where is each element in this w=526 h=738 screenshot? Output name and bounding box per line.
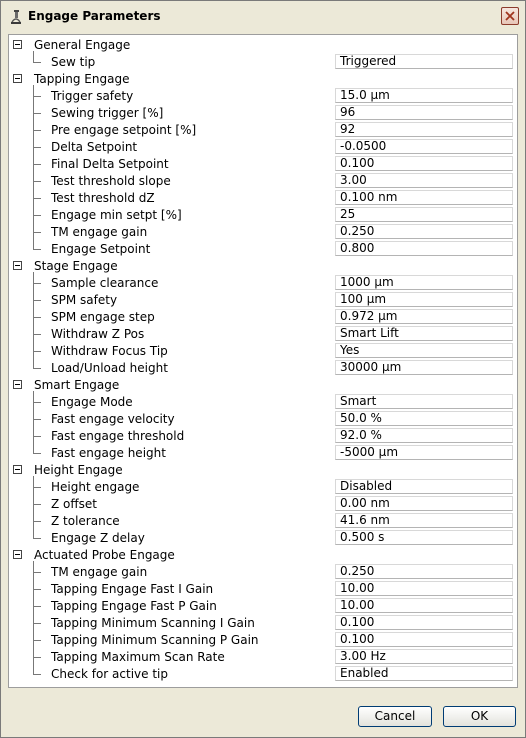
ok-button[interactable]: OK	[443, 706, 516, 727]
tree-branch	[33, 419, 41, 420]
tree-branch	[33, 215, 41, 216]
property-value-field[interactable]: 92.0 %	[335, 428, 513, 443]
property-label: SPM engage step	[51, 310, 155, 324]
tree-branch	[33, 657, 41, 658]
category-row[interactable]	[9, 71, 517, 88]
property-row[interactable]	[9, 360, 517, 377]
property-label: Test threshold dZ	[51, 191, 155, 205]
property-label: Tapping Maximum Scan Rate	[51, 650, 225, 664]
property-row[interactable]	[9, 54, 517, 71]
category-row[interactable]	[9, 547, 517, 564]
property-value-field[interactable]: 92	[335, 122, 513, 137]
property-label: Sample clearance	[51, 276, 159, 290]
tree-branch	[33, 436, 41, 437]
property-row[interactable]	[9, 326, 517, 343]
property-value-field[interactable]: 30000 µm	[335, 360, 513, 375]
tree-branch	[33, 317, 41, 318]
property-label: Tapping Minimum Scanning I Gain	[51, 616, 255, 630]
property-row[interactable]	[9, 632, 517, 649]
category-row[interactable]	[9, 258, 517, 275]
property-value-field[interactable]: 0.800	[335, 241, 513, 256]
property-row[interactable]	[9, 105, 517, 122]
property-label: Engage Setpoint	[51, 242, 151, 256]
property-row[interactable]	[9, 394, 517, 411]
property-row[interactable]	[9, 207, 517, 224]
property-row[interactable]	[9, 156, 517, 173]
tree-branch	[33, 538, 41, 539]
property-row[interactable]	[9, 666, 517, 683]
property-row[interactable]	[9, 496, 517, 513]
property-row[interactable]	[9, 411, 517, 428]
tree-branch	[33, 368, 41, 369]
property-label: Sewing trigger [%]	[51, 106, 164, 120]
property-label: Withdraw Z Pos	[51, 327, 145, 341]
property-value-field[interactable]: 96	[335, 105, 513, 120]
collapse-toggle-icon[interactable]	[13, 40, 22, 49]
collapse-toggle-icon[interactable]	[13, 261, 22, 270]
property-label: Pre engage setpoint [%]	[51, 123, 197, 137]
tree-branch	[33, 487, 41, 488]
tree-branch	[33, 62, 41, 63]
collapse-toggle-icon[interactable]	[13, 550, 22, 559]
tree-branch	[33, 130, 41, 131]
property-value-field[interactable]: Disabled	[335, 479, 513, 494]
tree-branch	[33, 113, 41, 114]
tree-branch	[33, 198, 41, 199]
property-label: Fast engage velocity	[51, 412, 175, 426]
property-row[interactable]	[9, 190, 517, 207]
property-value-field[interactable]: 3.00 Hz	[335, 649, 513, 664]
property-label: Tapping Engage Fast I Gain	[51, 582, 214, 596]
property-label: Engage Z delay	[51, 531, 145, 545]
property-value-field[interactable]: 0.972 µm	[335, 309, 513, 324]
category-label: Stage Engage	[34, 259, 118, 273]
property-row[interactable]	[9, 139, 517, 156]
property-label: Final Delta Setpoint	[51, 157, 169, 171]
property-row[interactable]	[9, 122, 517, 139]
property-label: Height engage	[51, 480, 140, 494]
property-value-field[interactable]: -5000 µm	[335, 445, 513, 460]
property-grid[interactable]	[8, 34, 518, 688]
property-row[interactable]	[9, 581, 517, 598]
property-label: Delta Setpoint	[51, 140, 138, 154]
property-row[interactable]	[9, 88, 517, 105]
property-value-field[interactable]: 10.00	[335, 598, 513, 613]
collapse-toggle-icon[interactable]	[13, 74, 22, 83]
property-value-field[interactable]: 0.250	[335, 564, 513, 579]
property-value-field[interactable]: 0.500 s	[335, 530, 513, 545]
tree-branch	[33, 504, 41, 505]
property-label: Tapping Engage Fast P Gain	[51, 599, 217, 613]
property-label: Fast engage threshold	[51, 429, 185, 443]
property-label: Z tolerance	[51, 514, 120, 528]
property-row[interactable]	[9, 173, 517, 190]
property-value-field[interactable]: Enabled	[335, 666, 513, 681]
property-row[interactable]	[9, 445, 517, 462]
tree-branch	[33, 334, 41, 335]
tree-branch	[33, 164, 41, 165]
property-label: TM engage gain	[51, 225, 148, 239]
property-row[interactable]	[9, 224, 517, 241]
close-icon	[505, 11, 515, 21]
property-row[interactable]	[9, 275, 517, 292]
property-row[interactable]	[9, 241, 517, 258]
property-label: Sew tip	[51, 55, 96, 69]
tree-branch	[33, 249, 41, 250]
tree-branch	[33, 402, 41, 403]
property-value-field[interactable]: -0.0500	[335, 139, 513, 154]
property-label: Trigger safety	[51, 89, 134, 103]
tree-branch	[33, 96, 41, 97]
property-label: Z offset	[51, 497, 97, 511]
tree-branch	[33, 640, 41, 641]
tree-branch	[33, 674, 41, 675]
category-label: Smart Engage	[34, 378, 120, 392]
property-row[interactable]	[9, 343, 517, 360]
property-label: Engage min setpt [%]	[51, 208, 182, 222]
property-row[interactable]	[9, 479, 517, 496]
property-value-field[interactable]: 0.100 nm	[335, 190, 513, 205]
tree-branch	[33, 300, 41, 301]
property-value-field[interactable]: 0.250	[335, 224, 513, 239]
property-row[interactable]	[9, 309, 517, 326]
cancel-button[interactable]: Cancel	[358, 706, 432, 727]
tree-branch	[33, 606, 41, 607]
category-label: Height Engage	[34, 463, 123, 477]
tree-branch	[33, 232, 41, 233]
property-value-field[interactable]: Smart Lift	[335, 326, 513, 341]
property-label: TM engage gain	[51, 565, 148, 579]
close-button[interactable]	[501, 7, 519, 25]
title-bar[interactable]	[1, 1, 525, 33]
tree-branch	[33, 147, 41, 148]
tree-branch	[33, 572, 41, 573]
property-row[interactable]	[9, 598, 517, 615]
property-value-field[interactable]: Yes	[335, 343, 513, 358]
property-row[interactable]	[9, 513, 517, 530]
property-value-field[interactable]: 0.100	[335, 615, 513, 630]
property-value-field[interactable]: 10.00	[335, 581, 513, 596]
property-value-field[interactable]: 50.0 %	[335, 411, 513, 426]
property-value-field[interactable]: 0.00 nm	[335, 496, 513, 511]
property-row[interactable]	[9, 530, 517, 547]
property-label: Tapping Minimum Scanning P Gain	[51, 633, 259, 647]
category-label: Tapping Engage	[34, 72, 130, 86]
collapse-toggle-icon[interactable]	[13, 465, 22, 474]
property-value-field[interactable]: Triggered	[335, 54, 513, 69]
category-label: General Engage	[34, 38, 131, 52]
property-value-field[interactable]: 100 µm	[335, 292, 513, 307]
tree-branch	[33, 453, 41, 454]
property-row[interactable]	[9, 564, 517, 581]
window-title: Engage Parameters	[28, 9, 161, 23]
collapse-toggle-icon[interactable]	[13, 380, 22, 389]
property-label: Test threshold slope	[51, 174, 171, 188]
category-row[interactable]	[9, 37, 517, 54]
property-label: Fast engage height	[51, 446, 166, 460]
property-value-field[interactable]: 0.100	[335, 156, 513, 171]
tree-branch	[33, 589, 41, 590]
property-row[interactable]	[9, 292, 517, 309]
property-label: Engage Mode	[51, 395, 133, 409]
property-value-field[interactable]: 15.0 µm	[335, 88, 513, 103]
property-value-field[interactable]: 1000 µm	[335, 275, 513, 290]
property-row[interactable]	[9, 615, 517, 632]
property-value-field[interactable]: 0.100	[335, 632, 513, 647]
property-label: Load/Unload height	[51, 361, 168, 375]
tree-branch	[33, 521, 41, 522]
property-value-field[interactable]: Smart	[335, 394, 513, 409]
property-label: SPM safety	[51, 293, 118, 307]
category-row[interactable]	[9, 462, 517, 479]
property-value-field[interactable]: 25	[335, 207, 513, 222]
property-value-field[interactable]: 41.6 nm	[335, 513, 513, 528]
microscope-icon	[10, 10, 22, 24]
tree-branch	[33, 623, 41, 624]
property-row[interactable]	[9, 428, 517, 445]
tree-branch	[33, 181, 41, 182]
property-label: Withdraw Focus Tip	[51, 344, 168, 358]
tree-branch	[33, 351, 41, 352]
category-label: Actuated Probe Engage	[34, 548, 175, 562]
tree-branch	[33, 283, 41, 284]
property-label: Check for active tip	[51, 667, 168, 681]
category-row[interactable]	[9, 377, 517, 394]
property-value-field[interactable]: 3.00	[335, 173, 513, 188]
property-row[interactable]	[9, 649, 517, 666]
